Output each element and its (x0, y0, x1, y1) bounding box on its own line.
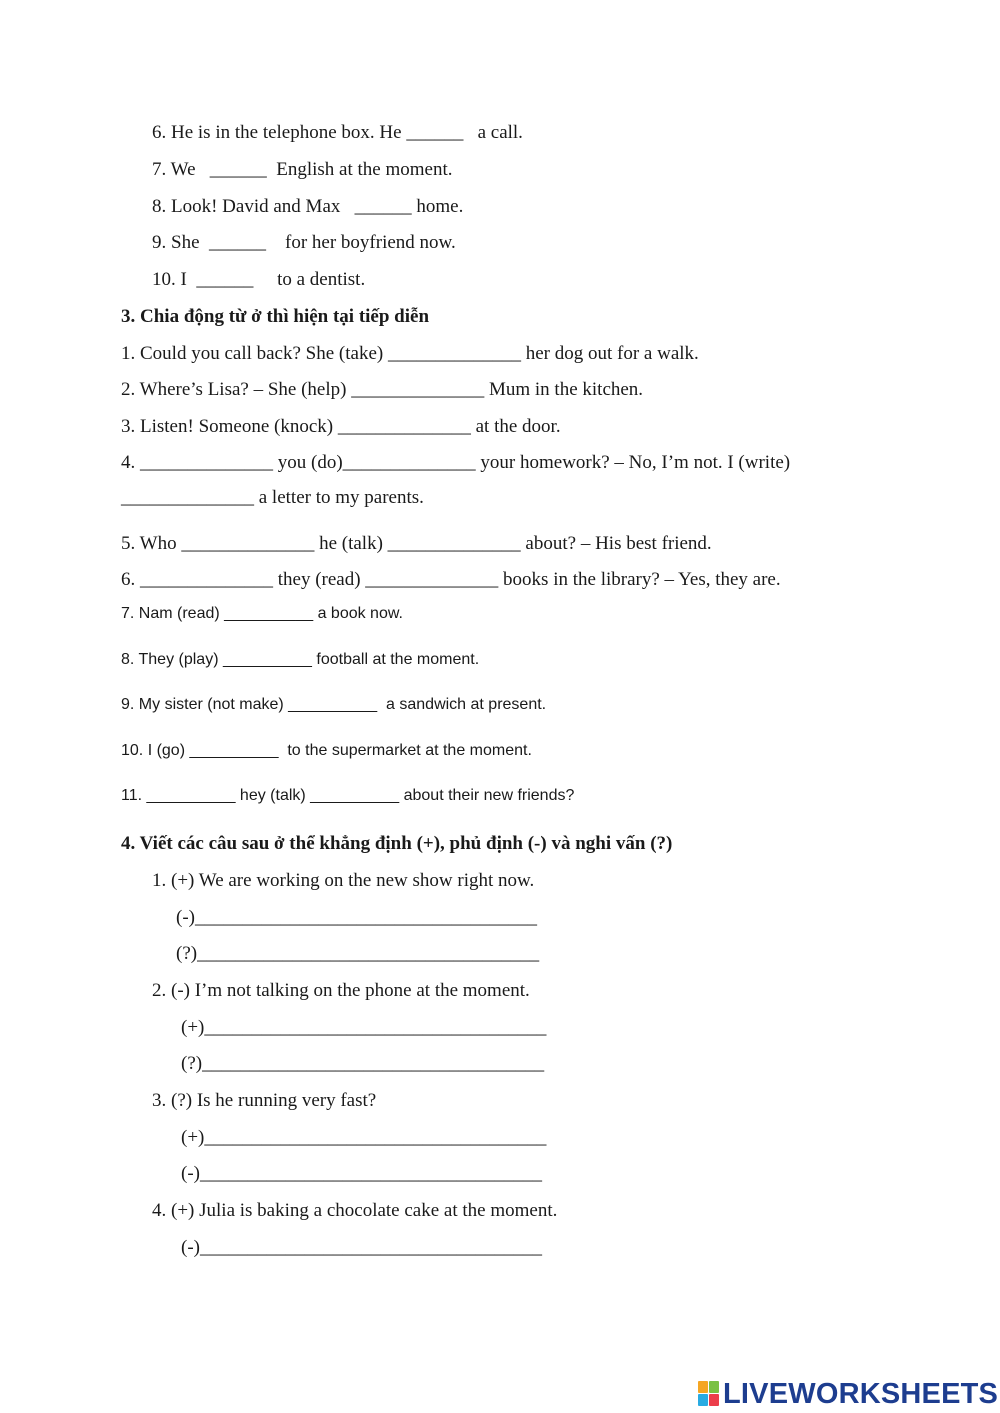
section2-item-6: 6. He is in the telephone box. He ______ a call. (152, 122, 523, 143)
section3-item-8: 8. They (play) __________ football at the moment. (121, 651, 480, 668)
section3-item-7: 7. Nam (read) __________ a book now. (121, 605, 403, 622)
section3-item-10: 10. I (go) __________ to the supermarket at the moment. (121, 742, 532, 759)
liveworksheets-logo-icon (698, 1381, 720, 1407)
section3-item-3: 3. Listen! Someone (knock) ______________ at the door. (121, 416, 561, 437)
section4-item-3-negative: (-)____________________________________ (181, 1163, 542, 1184)
section4-item-2: 2. (-) I’m not talking on the phone at the moment. (152, 980, 530, 1001)
liveworksheets-logo (698, 1378, 998, 1410)
section2-item-9: 9. She ______ for her boyfriend now. (152, 232, 456, 253)
liveworksheets-logo-text: LIVEWORKSHEETS (723, 1377, 999, 1410)
section4-item-2-question: (?)____________________________________ (181, 1053, 545, 1074)
section3-item-6: 6. ______________ they (read) ______________ books in the library? – Yes, they are. (121, 569, 781, 590)
section3-item-4-continued: ______________ a letter to my parents. (121, 487, 424, 508)
section4-heading: 4. Viết các câu sau ở thể khẳng định (+), phủ định (-) và nghi vấn (?) (121, 833, 673, 854)
section4-item-4-negative: (-)____________________________________ (181, 1237, 542, 1258)
section4-item-3: 3. (?) Is he running very fast? (152, 1090, 377, 1111)
section2-item-10: 10. I ______ to a dentist. (152, 269, 366, 290)
section3-item-1: 1. Could you call back? She (take) ______________ her dog out for a walk. (121, 343, 699, 364)
section3-item-11: 11. __________ hey (talk) __________ about their new friends? (121, 787, 575, 804)
section3-item-9: 9. My sister (not make) __________ a sandwich at present. (121, 696, 547, 713)
section4-item-2-positive: (+)____________________________________ (181, 1017, 547, 1038)
section3-heading: 3. Chia động từ ở thì hiện tại tiếp diễn (121, 306, 430, 327)
section2-item-8: 8. Look! David and Max ______ home. (152, 196, 464, 217)
section4-item-4: 4. (+) Julia is baking a chocolate cake at the moment. (152, 1200, 558, 1221)
section3-item-2: 2. Where’s Lisa? – She (help) ______________ Mum in the kitchen. (121, 379, 644, 400)
section4-item-3-positive: (+)____________________________________ (181, 1127, 547, 1148)
section3-item-4: 4. ______________ you (do)______________ your homework? – No, I’m not. I (write) (121, 452, 791, 473)
section4-item-1-negative: (-)____________________________________ (176, 907, 537, 928)
section4-item-1-question: (?)____________________________________ (176, 943, 540, 964)
section3-item-5: 5. Who ______________ he (talk) ______________ about? – His best friend. (121, 533, 712, 554)
section2-item-7: 7. We ______ English at the moment. (152, 159, 453, 180)
section4-item-1: 1. (+) We are working on the new show right now. (152, 870, 535, 891)
